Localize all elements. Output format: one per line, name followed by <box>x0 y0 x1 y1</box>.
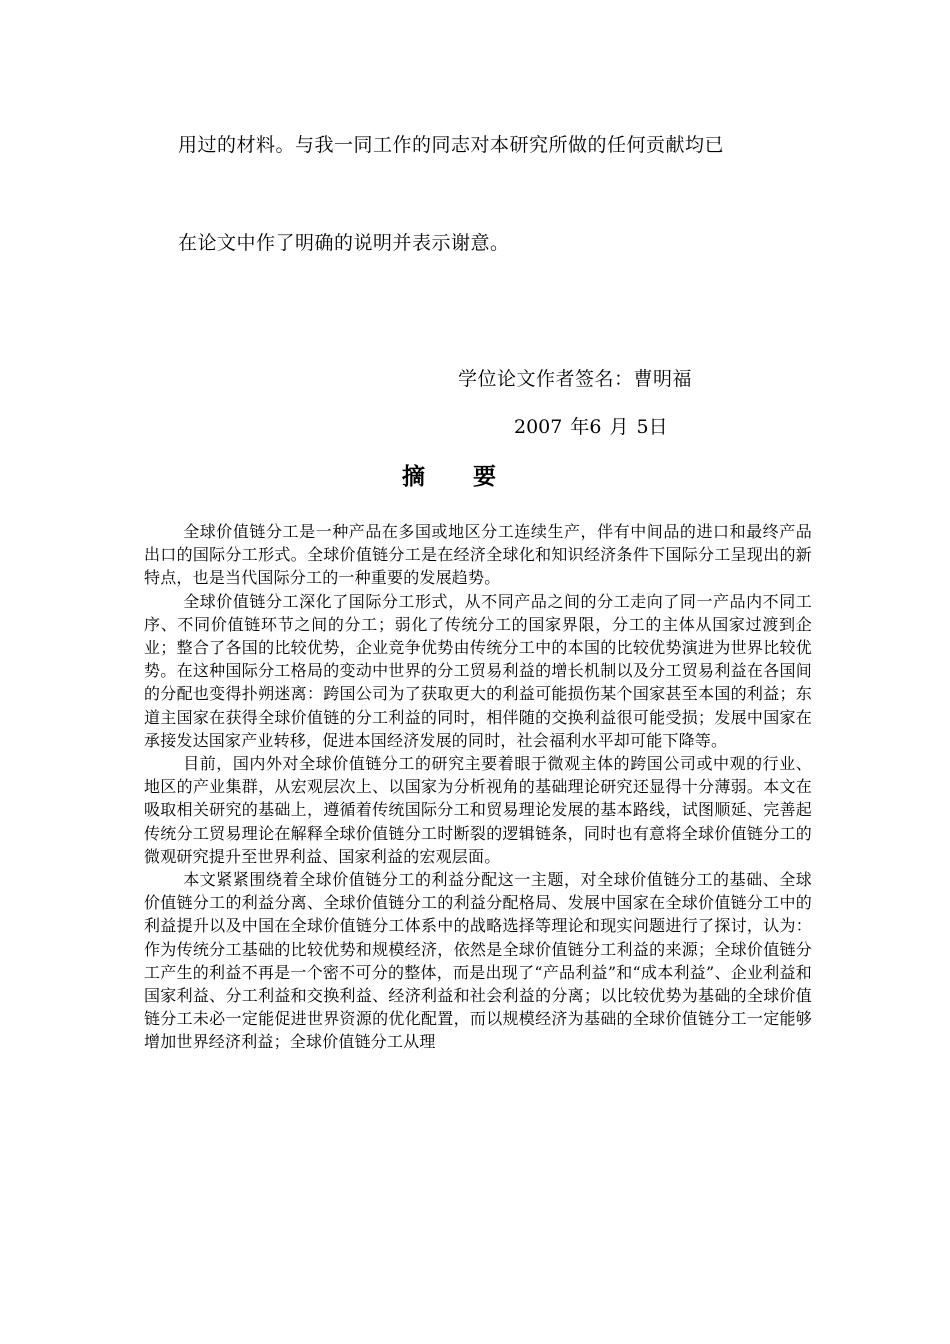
signature-date: 2007 年6 月 5日 <box>514 416 668 438</box>
abstract-title-char-2: 要 <box>473 463 498 490</box>
declaration-line-1: 用过的材料。与我一同工作的同志对本研究所做的任何贡献均已 <box>178 134 725 156</box>
author-signature: 学位论文作者签名：曹明福 <box>458 368 693 390</box>
abstract-paragraph-2: 全球价值链分工深化了国际分工形式，从不同产品之间的分工走向了同一产品内不同工序、不同价值链环节之间的分工；弱化了传统分工的国家界限，分工的主体从国家过渡到企业；整合了各国的比较优势，企业竞争优势由传统分工中的本国的比较优势演进为世界比较优势。在这种国际分工格局的变动中世界的分工贸易利益的增长机制以及分工贸易利益在各国间的分配也变得扑朔迷离：跨国公司为了获取更大的利益可能损伤某个国家甚至本国的利益；东道主国家在获得全球价值链的分工利益的同时，相伴随的交换利益很可能受损；发展中国家在承接发达国家产业转移，促进本国经济发展的同时，社会福利水平却可能下降等。 <box>144 591 812 750</box>
abstract-title <box>0 458 900 491</box>
declaration-line-2: 在论文中作了明确的说明并表示谢意。 <box>178 232 510 254</box>
abstract-title-char-1: 摘 <box>402 463 427 490</box>
abstract-paragraph-1: 全球价值链分工是一种产品在多国或地区分工连续生产，伴有中间品的进口和最终产品出口的国际分工形式。全球价值链分工是在经济全球化和知识经济条件下国际分工呈现出的新特点，也是当代国际分工的一种重要的发展趋势。 <box>144 522 812 588</box>
abstract-body <box>144 520 812 1054</box>
abstract-paragraph-3: 目前，国内外对全球价值链分工的研究主要着眼于微观主体的跨国公司或中观的行业、地区的产业集群，从宏观层次上、以国家为分析视角的基础理论研究还显得十分薄弱。本文在吸取相关研究的基础上，遵循着传统国际分工和贸易理论发展的基本路线，试图顺延、完善起传统分工贸易理论在解释全球价值链分工时断裂的逻辑链条，同时也有意将全球价值链分工的微观研究提升至世界利益、国家利益的宏观层面。 <box>144 754 812 866</box>
abstract-paragraph-4: 本文紧紧围绕着全球价值链分工的利益分配这一主题，对全球价值链分工的基础、全球价值链分工的利益分离、全球价值链分工的利益分配格局、发展中国家在全球价值链分工中的利益提升以及中国在全球价值链分工体系中的战略选择等理论和现实问题进行了探讨，认为：作为传统分工基础的比较优势和规模经济，依然是全球价值链分工利益的来源；全球价值链分工产生的利益不再是一个密不可分的整体，而是出现了“产品利益”和“成本利益”、企业利益和国家利益、分工利益和交换利益、经济利益和社会利益的分离；以比较优势为基础的全球价值链分工未必一定能促进世界资源的优化配置，而以规模经济为基础的全球价值链分工一定能够增加世界经济利益；全球价值链分工从理 <box>144 870 812 1052</box>
